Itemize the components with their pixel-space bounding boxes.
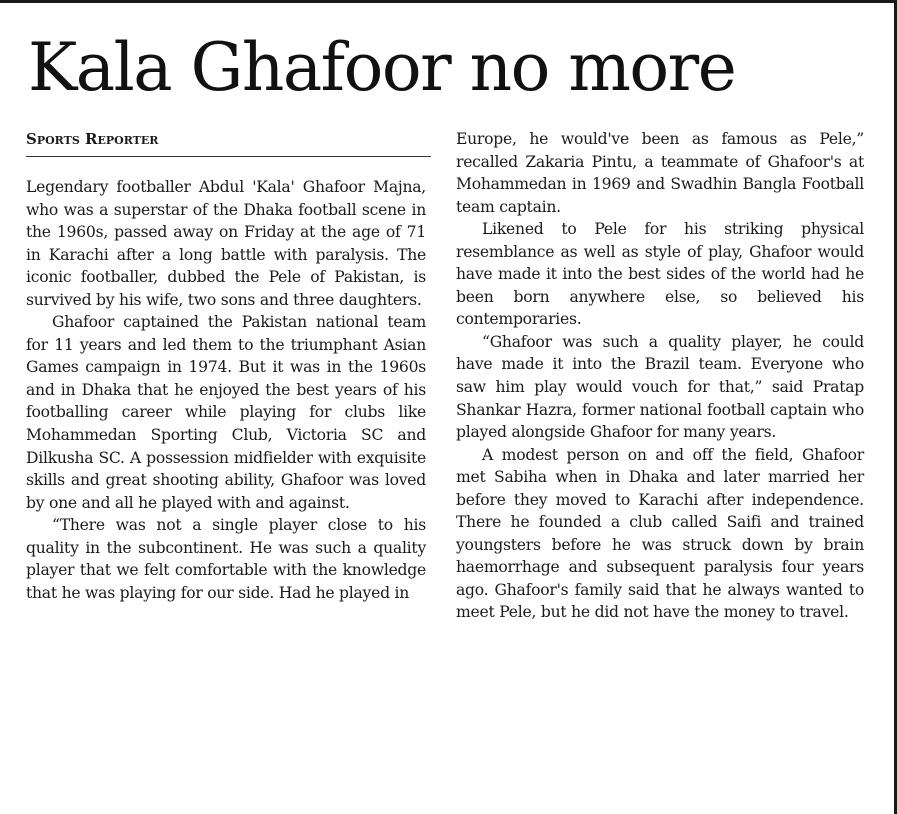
article-paragraph: “Ghafoor was such a quality player, he could have made it into the Brazil team. Everyone who saw him play would vouch for that,” said Pratap Shankar Hazra, former national football captain who played alongside Ghafoor for many years. [456,332,864,442]
article-paragraph: “There was not a single player close to his quality in the subcontinent. He was such a quality player that we felt comfortable with the knowledge that he was playing for our side. Had he played in [26,516,426,602]
article-column-right [456,128,864,624]
headline: Kala Ghafoor no more [28,29,736,106]
article-column-left [26,128,426,604]
article-paragraph: Legendary footballer Abdul 'Kala' Ghafoor Majna, who was a superstar of the Dhaka football scene in the 1960s, passed away on Friday at the age of 71 in Karachi after a long battle with paralysis. The iconic footballer, dubbed the Pele of Pakistan, is survived by his wife, two sons and three daughters. [26,178,426,309]
article-paragraph: Likened to Pele for his striking physical resemblance as well as style of play, Ghafoor would have made it into the best sides of the world had he been born anywhere else, so believed his contemporaries. [456,220,864,329]
byline: Sports Reporter [26,128,431,157]
top-border-rule [0,0,897,3]
article-paragraph: Europe, he would've been as famous as Pele,” recalled Zakaria Pintu, a teammate of Ghafoor's at Mohammedan in 1969 and Swadhin Bangla Football team captain. [456,130,864,216]
article-paragraph: A modest person on and off the field, Ghafoor met Sabiha when in Dhaka and later married her before they moved to Karachi after independence. There he founded a club called Saifi and trained youngsters before he was struck down by brain haemorrhage and subsequent paralysis four years ago. Ghafoor's family said that he always wanted to meet Pele, but he did not have the money to travel. [456,445,864,622]
article-paragraph: Ghafoor captained the Pakistan national team for 11 years and led them to the triumphant Asian Games campaign in 1974. But it was in the 1960s and in Dhaka that he enjoyed the best years of his footballing career while playing for clubs like Mohammedan Sporting Club, Victoria SC and Dilkusha SC. A possession midfielder with exquisite skills and great shooting ability, Ghafoor was loved by one and all he played with and against. [26,313,426,512]
